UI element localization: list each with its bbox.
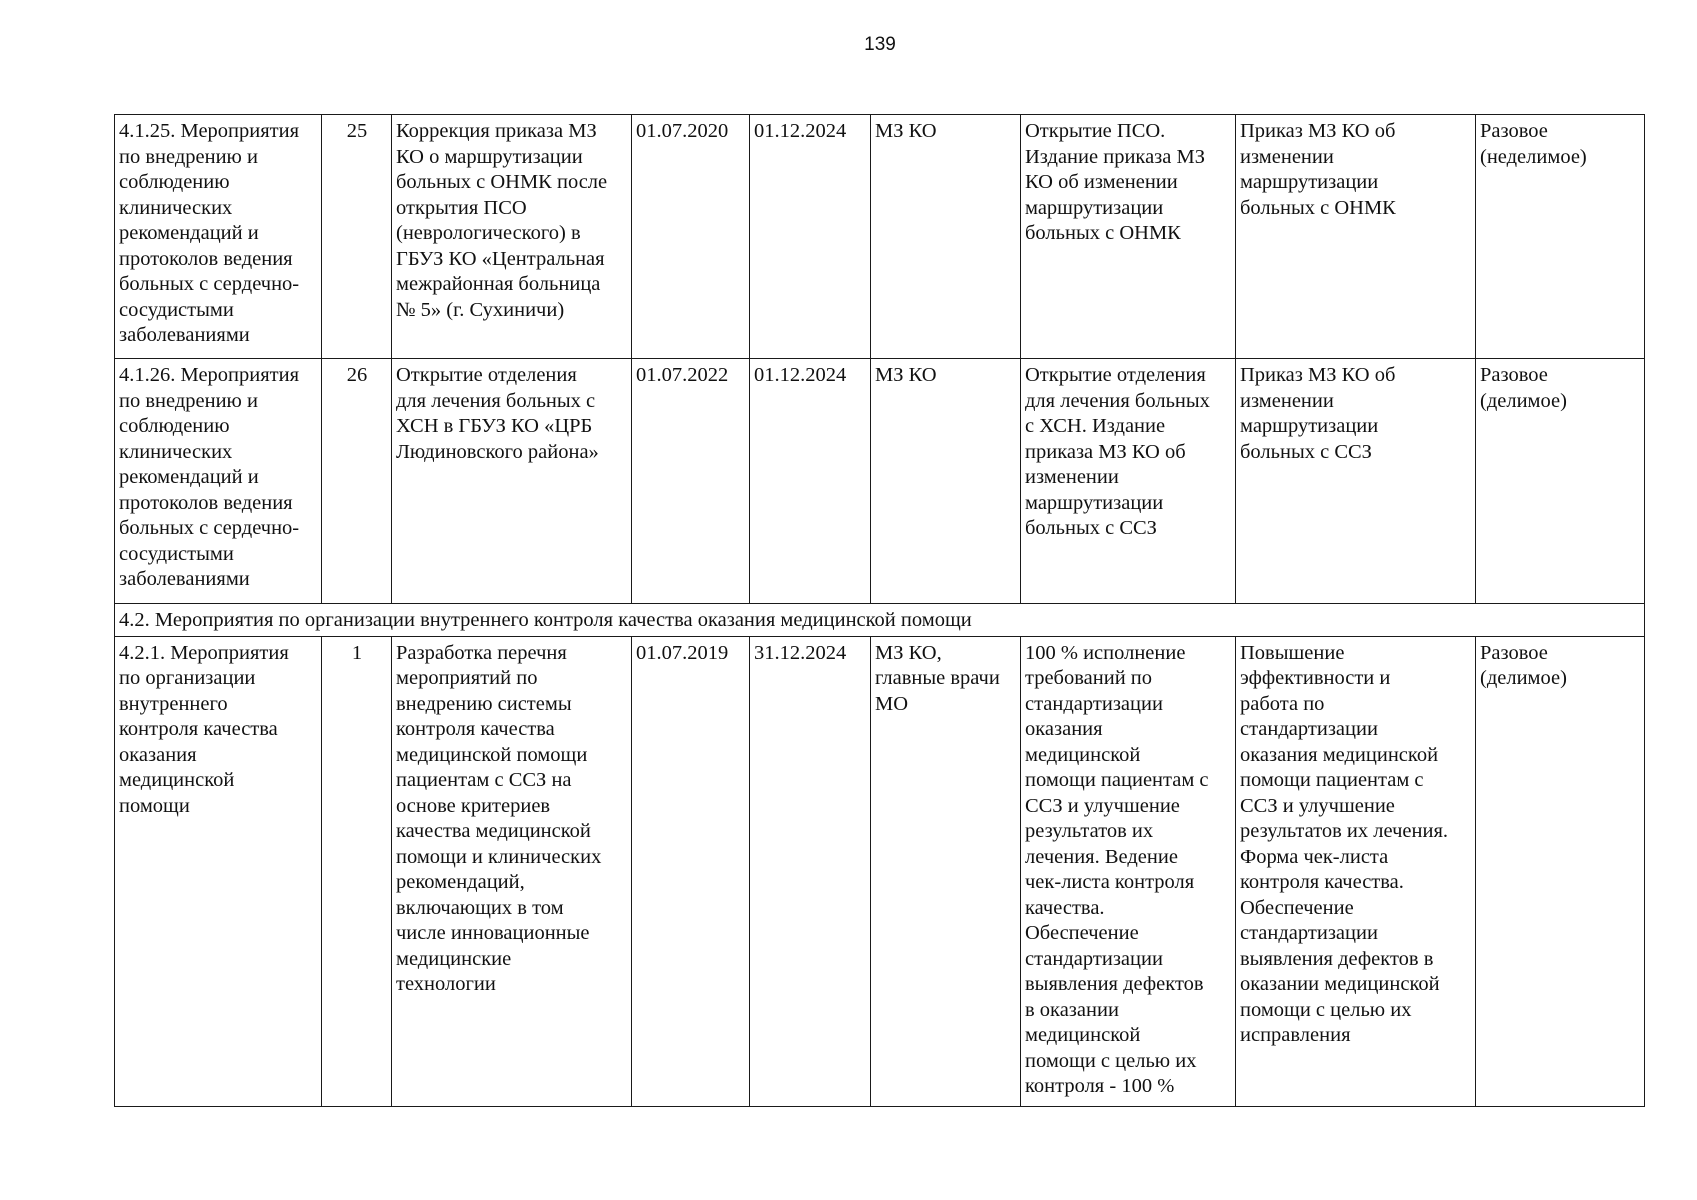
event-cell: 4.2.1. Мероприятия по организации внутреннего контроля качества оказания медицинской помощи [115,636,322,1106]
task-cell: Разработка перечня мероприятий по внедрению системы контроля качества медицинской помощи пациентам с ССЗ на основе критериев качества медицинской помощи и клинических рекомендаций, включающих в том числе инновационные медицинские технологии [392,636,632,1106]
page-number: 139 [864,34,896,55]
end-date-cell: 31.12.2024 [750,636,871,1106]
end-date-cell: 01.12.2024 [750,115,871,359]
number-cell: 26 [322,359,392,604]
indicator-cell: Открытие отделения для лечения больных с ХСН. Издание приказа МЗ КО об изменении маршрутизации больных с ССЗ [1021,359,1236,604]
section-row [115,604,1645,637]
result-cell: Приказ МЗ КО об изменении маршрутизации больных с ОНМК [1236,115,1476,359]
result-cell: Приказ МЗ КО об изменении маршрутизации больных с ССЗ [1236,359,1476,604]
start-date-cell: 01.07.2020 [632,115,750,359]
section-heading: 4.2. Мероприятия по организации внутреннего контроля качества оказания медицинской помощи [115,604,1645,637]
responsible-cell: МЗ КО, главные врачи МО [871,636,1021,1106]
event-cell: 4.1.26. Мероприятия по внедрению и соблюдению клинических рекомендаций и протоколов ведения больных с сердечно- сосудистыми заболеваниями [115,359,322,604]
task-cell: Открытие отделения для лечения больных с ХСН в ГБУЗ КО «ЦРБ Людиновского района» [392,359,632,604]
number-cell: 25 [322,115,392,359]
number-cell: 1 [322,636,392,1106]
table-row [115,636,1645,1106]
type-cell: Разовое (неделимое) [1476,115,1645,359]
responsible-cell: МЗ КО [871,359,1021,604]
table-row [115,115,1645,359]
activities-table [114,114,1645,1107]
end-date-cell: 01.12.2024 [750,359,871,604]
start-date-cell: 01.07.2022 [632,359,750,604]
indicator-cell: 100 % исполнение требований по стандартизации оказания медицинской помощи пациентам с ССЗ и улучшение результатов их лечения. Ведение чек-листа контроля качества. Обеспечение стандартизации выявления дефектов в оказании медицинской помощи с целью их контроля - 100 % [1021,636,1236,1106]
task-cell: Коррекция приказа МЗ КО о маршрутизации больных с ОНМК после открытия ПСО (неврологического) в ГБУЗ КО «Центральная межрайонная больница № 5» (г. Сухиничи) [392,115,632,359]
result-cell: Повышение эффективности и работа по стандартизации оказания медицинской помощи пациентам с ССЗ и улучшение результатов их лечения. Форма чек-листа контроля качества. Обеспечение стандартизации выявления дефектов в оказании медицинской помощи с целью их исправления [1236,636,1476,1106]
indicator-cell: Открытие ПСО. Издание приказа МЗ КО об изменении маршрутизации больных с ОНМК [1021,115,1236,359]
start-date-cell: 01.07.2019 [632,636,750,1106]
type-cell: Разовое (делимое) [1476,636,1645,1106]
type-cell: Разовое (делимое) [1476,359,1645,604]
table-row [115,359,1645,604]
event-cell: 4.1.25. Мероприятия по внедрению и соблюдению клинических рекомендаций и протоколов ведения больных с сердечно- сосудистыми заболеваниями [115,115,322,359]
responsible-cell: МЗ КО [871,115,1021,359]
